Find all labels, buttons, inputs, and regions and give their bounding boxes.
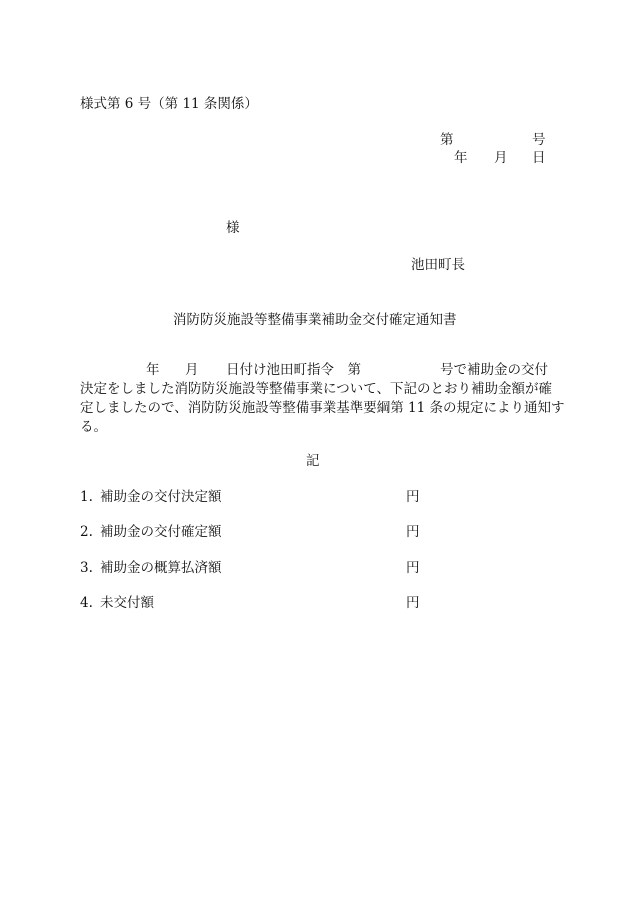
doc-number-suffix: 号 (532, 132, 546, 148)
item-number: 4. (80, 595, 93, 611)
body-year: 年 (146, 362, 160, 378)
item-row-3 (80, 559, 420, 577)
body-line1-tail: 号で補助金の交付 (440, 362, 548, 378)
item-number: 3. (80, 560, 93, 576)
item-label: 補助金の交付決定額 (100, 489, 222, 505)
item-unit: 円 (406, 489, 420, 505)
body-line4: る。 (80, 419, 107, 435)
item-number: 2. (80, 524, 93, 540)
ki-heading: 記 (306, 453, 320, 469)
item-row-1 (80, 488, 420, 506)
form-label: 様式第 6 号（第 11 条関係） (80, 96, 258, 112)
item-number: 1. (80, 489, 93, 505)
date-year: 年 (454, 150, 468, 166)
date-day: 日 (532, 150, 546, 166)
body-reference: 日付け池田町指令 第 (226, 362, 361, 378)
addressee-suffix: 様 (226, 220, 240, 236)
item-label: 未交付額 (100, 595, 154, 611)
item-unit: 円 (406, 524, 420, 540)
body-line3: 定しましたので、消防防災施設等整備事業基準要綱第 11 条の規定により通知す (80, 400, 565, 416)
item-row-4 (80, 594, 420, 612)
document-title: 消防防災施設等整備事業補助金交付確定通知書 (173, 312, 457, 328)
item-label: 補助金の交付確定額 (100, 524, 222, 540)
doc-number-prefix: 第 (440, 132, 454, 148)
body-line2: 決定をしました消防防災施設等整備事業について、下記のとおり補助金額が確 (80, 381, 552, 397)
issuer: 池田町長 (411, 257, 465, 273)
date-month: 月 (494, 150, 508, 166)
item-unit: 円 (406, 595, 420, 611)
item-label: 補助金の概算払済額 (100, 560, 222, 576)
item-unit: 円 (406, 560, 420, 576)
body-month: 月 (185, 362, 199, 378)
item-row-2 (80, 523, 420, 541)
